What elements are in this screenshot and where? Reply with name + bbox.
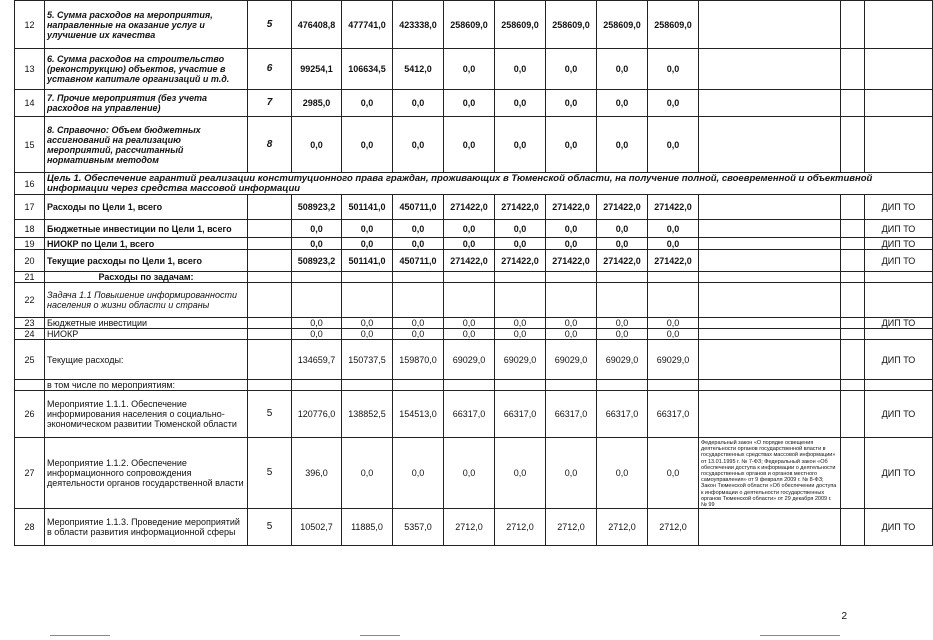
row-number: 23 <box>15 318 45 329</box>
value-cell <box>393 272 444 283</box>
value-cell <box>648 283 699 318</box>
value-cell: 501141,0 <box>342 195 393 220</box>
value-cell: 66317,0 <box>546 391 597 438</box>
value-cell <box>444 283 495 318</box>
value-cell: 2712,0 <box>444 509 495 546</box>
legal-basis <box>699 250 841 272</box>
executor-cell <box>865 1 933 49</box>
legal-basis <box>699 49 841 90</box>
table-row <box>15 49 933 90</box>
row-description: Текущие расходы по Цели 1, всего <box>45 250 248 272</box>
value-cell: 2712,0 <box>546 509 597 546</box>
row-description: Мероприятие 1.1.3. Проведение мероприятий в области развития информационной сферы <box>45 509 248 546</box>
row-description: Расходы по задачам: <box>45 272 248 283</box>
value-cell: 120776,0 <box>292 391 342 438</box>
row-code <box>248 195 292 220</box>
scan-mark <box>360 635 400 636</box>
value-cell: 0,0 <box>546 90 597 117</box>
value-cell: 450711,0 <box>393 250 444 272</box>
value-cell <box>546 380 597 391</box>
row-number: 21 <box>15 272 45 283</box>
row-number: 27 <box>15 438 45 509</box>
value-cell: 271422,0 <box>648 250 699 272</box>
value-cell: 0,0 <box>342 220 393 238</box>
value-cell: 0,0 <box>648 238 699 250</box>
legal-basis <box>699 318 841 329</box>
value-cell: 0,0 <box>648 318 699 329</box>
value-cell: 154513,0 <box>393 391 444 438</box>
row-code: 6 <box>248 49 292 90</box>
value-cell: 271422,0 <box>495 195 546 220</box>
goal-row <box>15 173 933 195</box>
value-cell: 138852,5 <box>342 391 393 438</box>
value-cell: 0,0 <box>495 329 546 340</box>
value-cell: 0,0 <box>444 438 495 509</box>
row-number: 16 <box>15 173 45 195</box>
value-cell: 396,0 <box>292 438 342 509</box>
row-number: 15 <box>15 117 45 173</box>
value-cell: 508923,2 <box>292 250 342 272</box>
empty-cell <box>841 509 865 546</box>
row-number: 12 <box>15 1 45 49</box>
table-row <box>15 318 933 329</box>
empty-cell <box>841 117 865 173</box>
value-cell: 450711,0 <box>393 195 444 220</box>
executor-cell: ДИП ТО <box>865 220 933 238</box>
executor-cell: ДИП ТО <box>865 195 933 220</box>
legal-basis: Федеральный закон «О порядке освещения деятельности органов государственной власти в государственных средствах массовой информации» от 13.01.1995 г. № 7-ФЗ; Федеральный закон «Об обеспечении доступа к информации о деятельности государственных органов и органов местного самоуправления» от 9 февраля 2009 г. № 8-ФЗ; Закон Тюменской области «Об обеспечении доступа к информации о деятельности государственных органов Тюменской области» от 29 декабря 2009 г. № 99 <box>699 438 841 509</box>
value-cell <box>393 380 444 391</box>
legal-basis <box>699 90 841 117</box>
value-cell: 0,0 <box>648 220 699 238</box>
empty-cell <box>841 340 865 380</box>
row-description: Мероприятие 1.1.1. Обеспечение информирования населения о социально-экономическом развитии Тюменской области <box>45 391 248 438</box>
value-cell: 2712,0 <box>648 509 699 546</box>
table-row <box>15 220 933 238</box>
value-cell: 0,0 <box>292 318 342 329</box>
value-cell: 159870,0 <box>393 340 444 380</box>
value-cell: 271422,0 <box>444 250 495 272</box>
value-cell: 0,0 <box>597 318 648 329</box>
row-description: 6. Сумма расходов на строительство (реконструкцию) объектов, участие в уставном капитале организаций и т.д. <box>45 49 248 90</box>
row-number: 18 <box>15 220 45 238</box>
row-number: 19 <box>15 238 45 250</box>
row-number: 14 <box>15 90 45 117</box>
row-code <box>248 340 292 380</box>
row-description: Бюджетные инвестиции <box>45 318 248 329</box>
value-cell <box>597 272 648 283</box>
value-cell: 0,0 <box>342 318 393 329</box>
legal-basis <box>699 283 841 318</box>
value-cell: 69029,0 <box>444 340 495 380</box>
executor-cell: ДИП ТО <box>865 238 933 250</box>
value-cell <box>342 283 393 318</box>
executor-cell: ДИП ТО <box>865 250 933 272</box>
table-row <box>15 438 933 509</box>
value-cell <box>495 272 546 283</box>
value-cell: 0,0 <box>292 329 342 340</box>
legal-basis <box>699 117 841 173</box>
value-cell: 0,0 <box>444 329 495 340</box>
row-code <box>248 272 292 283</box>
value-cell: 66317,0 <box>597 391 648 438</box>
row-code: 5 <box>248 438 292 509</box>
value-cell <box>444 272 495 283</box>
value-cell: 2712,0 <box>597 509 648 546</box>
value-cell <box>597 283 648 318</box>
row-number: 17 <box>15 195 45 220</box>
value-cell: 0,0 <box>597 49 648 90</box>
value-cell: 106634,5 <box>342 49 393 90</box>
value-cell: 0,0 <box>444 90 495 117</box>
value-cell: 0,0 <box>597 117 648 173</box>
empty-cell <box>841 220 865 238</box>
table-row <box>15 117 933 173</box>
table-row <box>15 272 933 283</box>
table-row <box>15 329 933 340</box>
row-code <box>248 329 292 340</box>
executor-cell <box>865 283 933 318</box>
value-cell: 66317,0 <box>444 391 495 438</box>
value-cell: 476408,8 <box>292 1 342 49</box>
value-cell: 66317,0 <box>648 391 699 438</box>
value-cell <box>546 272 597 283</box>
table-row <box>15 238 933 250</box>
value-cell <box>292 380 342 391</box>
value-cell: 271422,0 <box>597 250 648 272</box>
legal-basis <box>699 1 841 49</box>
row-description: 5. Сумма расходов на мероприятия, направленные на оказание услуг и улучшение их качества <box>45 1 248 49</box>
row-number: 28 <box>15 509 45 546</box>
value-cell: 501141,0 <box>342 250 393 272</box>
goal-text: Цель 1. Обеспечение гарантий реализации конституционного права граждан, проживающих в Тюменской области, на получение полной, своевременной и объективной информации через средства массовой информации <box>45 173 933 195</box>
value-cell: 0,0 <box>546 220 597 238</box>
empty-cell <box>841 1 865 49</box>
value-cell <box>342 380 393 391</box>
row-description: Бюджетные инвестиции по Цели 1, всего <box>45 220 248 238</box>
value-cell <box>597 380 648 391</box>
value-cell: 0,0 <box>444 49 495 90</box>
legal-basis <box>699 238 841 250</box>
value-cell: 69029,0 <box>546 340 597 380</box>
row-description: НИОКР <box>45 329 248 340</box>
empty-cell <box>841 238 865 250</box>
row-description: 7. Прочие мероприятия (без учета расходов на управление) <box>45 90 248 117</box>
value-cell: 66317,0 <box>495 391 546 438</box>
value-cell: 0,0 <box>495 318 546 329</box>
empty-cell <box>841 90 865 117</box>
budget-table-page <box>14 0 916 546</box>
row-number: 20 <box>15 250 45 272</box>
value-cell: 258609,0 <box>648 1 699 49</box>
row-description: Текущие расходы: <box>45 340 248 380</box>
value-cell: 0,0 <box>648 90 699 117</box>
value-cell: 0,0 <box>393 220 444 238</box>
table-row <box>15 90 933 117</box>
value-cell: 5412,0 <box>393 49 444 90</box>
value-cell: 134659,7 <box>292 340 342 380</box>
row-code: 8 <box>248 117 292 173</box>
empty-cell <box>841 438 865 509</box>
executor-cell: ДИП ТО <box>865 340 933 380</box>
row-number: 26 <box>15 391 45 438</box>
executor-cell <box>865 272 933 283</box>
value-cell: 0,0 <box>292 220 342 238</box>
row-number: 22 <box>15 283 45 318</box>
value-cell: 0,0 <box>495 90 546 117</box>
value-cell: 258609,0 <box>546 1 597 49</box>
value-cell: 0,0 <box>495 117 546 173</box>
value-cell: 0,0 <box>292 238 342 250</box>
empty-cell <box>841 272 865 283</box>
executor-cell: ДИП ТО <box>865 509 933 546</box>
value-cell: 477741,0 <box>342 1 393 49</box>
row-number: 25 <box>15 340 45 380</box>
value-cell <box>444 380 495 391</box>
executor-cell: ДИП ТО <box>865 438 933 509</box>
row-description: НИОКР по Цели 1, всего <box>45 238 248 250</box>
row-description: 8. Справочно: Объем бюджетных ассигнований на реализацию мероприятий, рассчитанный нормативным методом <box>45 117 248 173</box>
row-code: 5 <box>248 509 292 546</box>
scan-mark <box>50 635 110 636</box>
value-cell: 0,0 <box>546 49 597 90</box>
value-cell <box>292 272 342 283</box>
empty-cell <box>841 329 865 340</box>
row-code <box>248 238 292 250</box>
empty-cell <box>841 250 865 272</box>
value-cell <box>495 283 546 318</box>
value-cell: 258609,0 <box>444 1 495 49</box>
value-cell: 0,0 <box>495 220 546 238</box>
value-cell <box>342 272 393 283</box>
row-description: в том числе по мероприятиям: <box>45 380 248 391</box>
executor-cell <box>865 329 933 340</box>
row-code: 5 <box>248 1 292 49</box>
executor-cell <box>865 49 933 90</box>
value-cell: 0,0 <box>444 238 495 250</box>
row-number <box>15 380 45 391</box>
value-cell: 0,0 <box>292 117 342 173</box>
value-cell: 258609,0 <box>495 1 546 49</box>
page-number: 2 <box>841 611 847 622</box>
legal-basis <box>699 509 841 546</box>
value-cell: 2712,0 <box>495 509 546 546</box>
value-cell: 271422,0 <box>597 195 648 220</box>
value-cell: 0,0 <box>495 238 546 250</box>
value-cell: 0,0 <box>444 318 495 329</box>
table-row <box>15 283 933 318</box>
legal-basis <box>699 329 841 340</box>
value-cell: 0,0 <box>648 117 699 173</box>
value-cell: 2985,0 <box>292 90 342 117</box>
value-cell: 150737,5 <box>342 340 393 380</box>
value-cell <box>292 283 342 318</box>
empty-cell <box>841 380 865 391</box>
value-cell: 69029,0 <box>597 340 648 380</box>
table-row <box>15 1 933 49</box>
value-cell: 0,0 <box>393 238 444 250</box>
value-cell: 423338,0 <box>393 1 444 49</box>
value-cell <box>648 380 699 391</box>
row-code <box>248 220 292 238</box>
row-code <box>248 380 292 391</box>
table-row <box>15 391 933 438</box>
value-cell: 0,0 <box>342 329 393 340</box>
table-row <box>15 509 933 546</box>
value-cell: 69029,0 <box>648 340 699 380</box>
executor-cell: ДИП ТО <box>865 391 933 438</box>
row-code: 7 <box>248 90 292 117</box>
value-cell: 0,0 <box>342 438 393 509</box>
value-cell: 0,0 <box>393 329 444 340</box>
table-row <box>15 195 933 220</box>
value-cell: 0,0 <box>393 117 444 173</box>
legal-basis <box>699 195 841 220</box>
legal-basis <box>699 220 841 238</box>
value-cell: 0,0 <box>444 220 495 238</box>
budget-table <box>14 0 933 546</box>
value-cell: 0,0 <box>546 329 597 340</box>
value-cell: 0,0 <box>597 220 648 238</box>
value-cell: 0,0 <box>393 318 444 329</box>
legal-basis <box>699 272 841 283</box>
table-row <box>15 340 933 380</box>
value-cell: 0,0 <box>495 49 546 90</box>
value-cell: 271422,0 <box>444 195 495 220</box>
value-cell: 0,0 <box>648 49 699 90</box>
value-cell <box>648 272 699 283</box>
value-cell: 0,0 <box>546 117 597 173</box>
row-description: Расходы по Цели 1, всего <box>45 195 248 220</box>
empty-cell <box>841 49 865 90</box>
legal-basis <box>699 391 841 438</box>
executor-cell <box>865 380 933 391</box>
value-cell: 10502,7 <box>292 509 342 546</box>
legal-basis <box>699 340 841 380</box>
value-cell: 0,0 <box>342 238 393 250</box>
value-cell: 0,0 <box>393 438 444 509</box>
value-cell: 0,0 <box>597 238 648 250</box>
value-cell: 271422,0 <box>546 250 597 272</box>
value-cell: 69029,0 <box>495 340 546 380</box>
executor-cell: ДИП ТО <box>865 318 933 329</box>
scan-mark <box>760 635 840 636</box>
value-cell <box>393 283 444 318</box>
value-cell: 0,0 <box>546 318 597 329</box>
row-code <box>248 318 292 329</box>
value-cell: 0,0 <box>546 438 597 509</box>
value-cell: 0,0 <box>648 438 699 509</box>
value-cell: 271422,0 <box>648 195 699 220</box>
legal-basis <box>699 380 841 391</box>
table-row <box>15 380 933 391</box>
value-cell: 0,0 <box>393 90 444 117</box>
value-cell: 0,0 <box>546 238 597 250</box>
row-code <box>248 283 292 318</box>
value-cell: 0,0 <box>495 438 546 509</box>
value-cell: 0,0 <box>342 117 393 173</box>
row-number: 24 <box>15 329 45 340</box>
empty-cell <box>841 195 865 220</box>
value-cell: 0,0 <box>597 438 648 509</box>
executor-cell <box>865 90 933 117</box>
value-cell: 508923,2 <box>292 195 342 220</box>
value-cell: 271422,0 <box>495 250 546 272</box>
value-cell: 0,0 <box>597 329 648 340</box>
value-cell <box>546 283 597 318</box>
empty-cell <box>841 391 865 438</box>
value-cell: 11885,0 <box>342 509 393 546</box>
value-cell: 0,0 <box>342 90 393 117</box>
row-code: 5 <box>248 391 292 438</box>
value-cell: 258609,0 <box>597 1 648 49</box>
row-code <box>248 250 292 272</box>
value-cell: 0,0 <box>597 90 648 117</box>
table-row <box>15 250 933 272</box>
executor-cell <box>865 117 933 173</box>
value-cell: 5357,0 <box>393 509 444 546</box>
value-cell: 271422,0 <box>546 195 597 220</box>
row-description: Мероприятие 1.1.2. Обеспечение информационного сопровождения деятельности органов государственной власти <box>45 438 248 509</box>
empty-cell <box>841 318 865 329</box>
value-cell: 99254,1 <box>292 49 342 90</box>
value-cell: 0,0 <box>444 117 495 173</box>
row-description: Задача 1.1 Повышение информированности населения о жизни области и страны <box>45 283 248 318</box>
empty-cell <box>841 283 865 318</box>
value-cell <box>495 380 546 391</box>
row-number: 13 <box>15 49 45 90</box>
value-cell: 0,0 <box>648 329 699 340</box>
